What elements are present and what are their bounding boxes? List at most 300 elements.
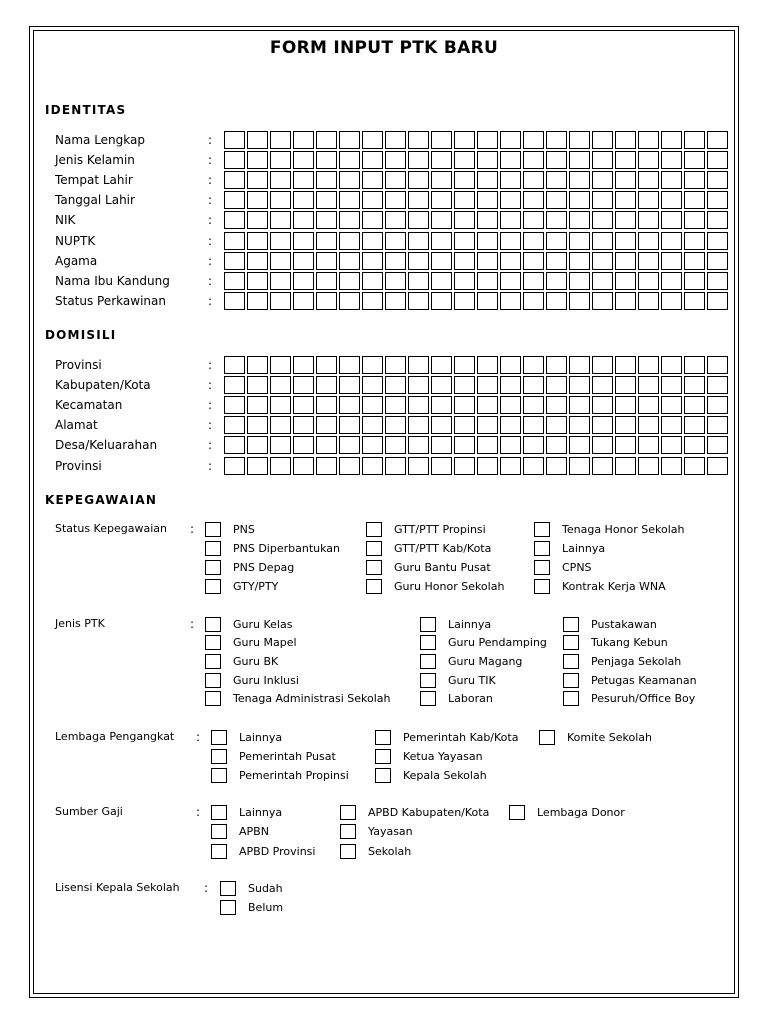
char-box[interactable] (477, 131, 498, 149)
char-box[interactable] (362, 252, 383, 270)
char-box[interactable] (270, 292, 291, 310)
char-box[interactable] (431, 457, 452, 475)
char-box[interactable] (224, 396, 245, 414)
char-box[interactable] (523, 171, 544, 189)
char-box[interactable] (454, 457, 475, 475)
char-box[interactable] (454, 272, 475, 290)
char-box[interactable] (454, 171, 475, 189)
char-box[interactable] (569, 436, 590, 454)
char-box[interactable] (224, 151, 245, 169)
char-box[interactable] (523, 376, 544, 394)
checkbox[interactable] (534, 522, 550, 537)
checkbox[interactable] (211, 824, 227, 839)
option-belum[interactable] (220, 898, 283, 916)
option-pemerintah-pusat[interactable] (211, 747, 336, 765)
checkbox[interactable] (366, 522, 382, 537)
char-box[interactable] (431, 171, 452, 189)
char-box[interactable] (569, 151, 590, 169)
char-box[interactable] (270, 457, 291, 475)
char-box[interactable] (316, 292, 337, 310)
char-box[interactable] (293, 252, 314, 270)
option-pemerintah-propinsi[interactable] (211, 766, 349, 784)
char-box[interactable] (523, 131, 544, 149)
checkbox[interactable] (211, 730, 227, 745)
checkbox[interactable] (205, 579, 221, 594)
char-box[interactable] (477, 356, 498, 374)
char-box[interactable] (523, 252, 544, 270)
char-box[interactable] (569, 416, 590, 434)
char-box[interactable] (500, 272, 521, 290)
char-box[interactable] (362, 457, 383, 475)
char-box[interactable] (385, 211, 406, 229)
char-box[interactable] (362, 292, 383, 310)
char-box[interactable] (247, 151, 268, 169)
option-petugas-keamanan[interactable] (563, 671, 697, 689)
char-box[interactable] (546, 292, 567, 310)
char-box[interactable] (477, 232, 498, 250)
char-box[interactable] (385, 232, 406, 250)
char-box[interactable] (431, 416, 452, 434)
char-box[interactable] (408, 191, 429, 209)
char-box[interactable] (661, 252, 682, 270)
char-box[interactable] (523, 436, 544, 454)
char-boxes-nik[interactable] (224, 211, 730, 229)
checkbox[interactable] (205, 522, 221, 537)
char-box[interactable] (615, 151, 636, 169)
checkbox[interactable] (205, 673, 221, 688)
char-box[interactable] (247, 171, 268, 189)
option-gty-pty[interactable] (205, 577, 278, 595)
char-box[interactable] (362, 272, 383, 290)
char-box[interactable] (385, 292, 406, 310)
char-box[interactable] (569, 376, 590, 394)
char-box[interactable] (339, 232, 360, 250)
char-box[interactable] (546, 191, 567, 209)
char-box[interactable] (500, 151, 521, 169)
char-box[interactable] (707, 416, 728, 434)
option-apbd-provinsi[interactable] (211, 842, 315, 860)
checkbox[interactable] (420, 635, 436, 650)
char-box[interactable] (362, 376, 383, 394)
char-box[interactable] (247, 131, 268, 149)
checkbox[interactable] (420, 617, 436, 632)
char-box[interactable] (638, 252, 659, 270)
checkbox[interactable] (420, 654, 436, 669)
char-box[interactable] (224, 292, 245, 310)
char-box[interactable] (293, 396, 314, 414)
char-box[interactable] (615, 292, 636, 310)
char-box[interactable] (293, 232, 314, 250)
char-box[interactable] (638, 151, 659, 169)
char-box[interactable] (523, 396, 544, 414)
char-box[interactable] (500, 396, 521, 414)
char-box[interactable] (684, 211, 705, 229)
checkbox[interactable] (366, 579, 382, 594)
char-box[interactable] (546, 376, 567, 394)
char-box[interactable] (592, 376, 613, 394)
char-box[interactable] (592, 191, 613, 209)
char-box[interactable] (707, 232, 728, 250)
char-box[interactable] (454, 211, 475, 229)
char-box[interactable] (592, 131, 613, 149)
checkbox[interactable] (366, 560, 382, 575)
char-box[interactable] (385, 252, 406, 270)
char-box[interactable] (569, 171, 590, 189)
char-box[interactable] (684, 151, 705, 169)
char-boxes-kecamatan[interactable] (224, 396, 730, 414)
char-box[interactable] (523, 416, 544, 434)
char-box[interactable] (477, 211, 498, 229)
char-box[interactable] (477, 252, 498, 270)
char-box[interactable] (477, 376, 498, 394)
char-box[interactable] (270, 232, 291, 250)
char-box[interactable] (569, 396, 590, 414)
char-box[interactable] (661, 356, 682, 374)
char-box[interactable] (638, 416, 659, 434)
char-box[interactable] (431, 252, 452, 270)
char-box[interactable] (477, 416, 498, 434)
char-box[interactable] (546, 272, 567, 290)
char-box[interactable] (224, 191, 245, 209)
char-box[interactable] (454, 151, 475, 169)
char-box[interactable] (500, 171, 521, 189)
char-box[interactable] (615, 436, 636, 454)
char-boxes-status-perkawinan[interactable] (224, 292, 730, 310)
checkbox[interactable] (211, 805, 227, 820)
char-box[interactable] (431, 436, 452, 454)
char-box[interactable] (385, 436, 406, 454)
checkbox[interactable] (534, 560, 550, 575)
char-box[interactable] (454, 252, 475, 270)
char-box[interactable] (385, 396, 406, 414)
option-sudah[interactable] (220, 879, 283, 897)
checkbox[interactable] (340, 805, 356, 820)
option-guru-bk[interactable] (205, 652, 278, 670)
char-box[interactable] (546, 252, 567, 270)
char-box[interactable] (707, 436, 728, 454)
char-box[interactable] (500, 191, 521, 209)
char-box[interactable] (270, 356, 291, 374)
char-box[interactable] (592, 436, 613, 454)
char-box[interactable] (661, 131, 682, 149)
char-box[interactable] (661, 151, 682, 169)
option-penjaga-sekolah[interactable] (563, 652, 681, 670)
checkbox[interactable] (534, 579, 550, 594)
char-box[interactable] (339, 292, 360, 310)
option-lainnya[interactable] (420, 615, 491, 633)
char-box[interactable] (408, 211, 429, 229)
char-box[interactable] (569, 457, 590, 475)
char-box[interactable] (408, 171, 429, 189)
char-box[interactable] (293, 292, 314, 310)
char-box[interactable] (684, 292, 705, 310)
char-box[interactable] (707, 356, 728, 374)
char-box[interactable] (569, 272, 590, 290)
char-box[interactable] (546, 131, 567, 149)
char-box[interactable] (523, 211, 544, 229)
char-box[interactable] (477, 292, 498, 310)
char-boxes-nama-lengkap[interactable] (224, 131, 730, 149)
char-box[interactable] (661, 211, 682, 229)
char-box[interactable] (477, 457, 498, 475)
char-box[interactable] (707, 376, 728, 394)
char-box[interactable] (615, 232, 636, 250)
char-box[interactable] (316, 376, 337, 394)
char-box[interactable] (638, 171, 659, 189)
char-box[interactable] (592, 252, 613, 270)
char-box[interactable] (408, 396, 429, 414)
char-box[interactable] (362, 436, 383, 454)
char-box[interactable] (247, 376, 268, 394)
char-box[interactable] (270, 131, 291, 149)
char-box[interactable] (293, 131, 314, 149)
char-box[interactable] (454, 292, 475, 310)
char-box[interactable] (316, 252, 337, 270)
char-box[interactable] (247, 396, 268, 414)
char-box[interactable] (546, 416, 567, 434)
char-box[interactable] (523, 232, 544, 250)
checkbox[interactable] (211, 768, 227, 783)
char-box[interactable] (385, 376, 406, 394)
checkbox[interactable] (375, 749, 391, 764)
option-pns-diperbantukan[interactable] (205, 539, 340, 557)
char-box[interactable] (385, 356, 406, 374)
char-box[interactable] (592, 232, 613, 250)
checkbox[interactable] (366, 541, 382, 556)
char-box[interactable] (523, 272, 544, 290)
char-box[interactable] (431, 151, 452, 169)
char-box[interactable] (293, 211, 314, 229)
char-box[interactable] (477, 171, 498, 189)
char-box[interactable] (638, 376, 659, 394)
char-box[interactable] (500, 232, 521, 250)
char-box[interactable] (247, 272, 268, 290)
char-box[interactable] (615, 396, 636, 414)
char-box[interactable] (431, 272, 452, 290)
char-box[interactable] (661, 416, 682, 434)
char-box[interactable] (408, 376, 429, 394)
char-box[interactable] (615, 252, 636, 270)
option-ketua-yayasan[interactable] (375, 747, 483, 765)
option-guru-inklusi[interactable] (205, 671, 299, 689)
char-box[interactable] (247, 436, 268, 454)
char-box[interactable] (454, 232, 475, 250)
char-box[interactable] (638, 396, 659, 414)
char-box[interactable] (339, 416, 360, 434)
char-box[interactable] (270, 272, 291, 290)
char-boxes-kabupaten-kota[interactable] (224, 376, 730, 394)
char-box[interactable] (224, 232, 245, 250)
char-box[interactable] (408, 232, 429, 250)
char-box[interactable] (408, 252, 429, 270)
char-box[interactable] (316, 191, 337, 209)
option-pemerintah-kab-kota[interactable] (375, 728, 518, 746)
char-box[interactable] (224, 356, 245, 374)
char-box[interactable] (707, 191, 728, 209)
char-box[interactable] (638, 232, 659, 250)
char-box[interactable] (431, 292, 452, 310)
char-box[interactable] (592, 457, 613, 475)
char-box[interactable] (293, 457, 314, 475)
char-box[interactable] (247, 211, 268, 229)
char-box[interactable] (316, 232, 337, 250)
char-box[interactable] (408, 131, 429, 149)
char-box[interactable] (224, 252, 245, 270)
char-box[interactable] (707, 292, 728, 310)
char-box[interactable] (270, 171, 291, 189)
char-box[interactable] (385, 457, 406, 475)
char-box[interactable] (684, 191, 705, 209)
char-box[interactable] (661, 191, 682, 209)
char-box[interactable] (293, 171, 314, 189)
char-box[interactable] (615, 376, 636, 394)
char-box[interactable] (224, 211, 245, 229)
char-box[interactable] (477, 396, 498, 414)
checkbox[interactable] (375, 730, 391, 745)
char-box[interactable] (707, 272, 728, 290)
char-box[interactable] (592, 396, 613, 414)
char-box[interactable] (569, 191, 590, 209)
char-box[interactable] (247, 356, 268, 374)
char-box[interactable] (684, 131, 705, 149)
char-boxes-provinsi[interactable] (224, 356, 730, 374)
char-box[interactable] (316, 356, 337, 374)
char-box[interactable] (592, 272, 613, 290)
char-box[interactable] (546, 211, 567, 229)
option-cpns[interactable] (534, 558, 592, 576)
char-box[interactable] (454, 191, 475, 209)
char-box[interactable] (385, 272, 406, 290)
char-box[interactable] (454, 376, 475, 394)
char-box[interactable] (707, 131, 728, 149)
char-box[interactable] (247, 252, 268, 270)
option-pesuruh-office-boy[interactable] (563, 690, 695, 708)
option-guru-honor-sekolah[interactable] (366, 577, 504, 595)
char-box[interactable] (339, 396, 360, 414)
checkbox[interactable] (563, 691, 579, 706)
char-box[interactable] (500, 252, 521, 270)
char-box[interactable] (707, 457, 728, 475)
checkbox[interactable] (563, 617, 579, 632)
char-box[interactable] (224, 272, 245, 290)
checkbox[interactable] (340, 844, 356, 859)
option-yayasan[interactable] (340, 823, 413, 841)
char-box[interactable] (316, 171, 337, 189)
char-box[interactable] (339, 376, 360, 394)
char-box[interactable] (638, 356, 659, 374)
char-box[interactable] (661, 457, 682, 475)
char-box[interactable] (707, 396, 728, 414)
char-box[interactable] (247, 457, 268, 475)
char-box[interactable] (270, 416, 291, 434)
char-box[interactable] (500, 416, 521, 434)
char-box[interactable] (270, 396, 291, 414)
char-box[interactable] (592, 292, 613, 310)
char-box[interactable] (270, 211, 291, 229)
char-box[interactable] (408, 436, 429, 454)
char-boxes-nuptk[interactable] (224, 232, 730, 250)
char-box[interactable] (615, 191, 636, 209)
char-box[interactable] (661, 232, 682, 250)
char-box[interactable] (431, 131, 452, 149)
char-box[interactable] (661, 292, 682, 310)
char-box[interactable] (638, 211, 659, 229)
char-box[interactable] (385, 131, 406, 149)
option-lainnya[interactable] (211, 803, 282, 821)
char-box[interactable] (707, 171, 728, 189)
option-kepala-sekolah[interactable] (375, 766, 487, 784)
char-box[interactable] (615, 171, 636, 189)
option-gtt-ptt-propinsi[interactable] (366, 520, 486, 538)
char-boxes-nama-ibu-kandung[interactable] (224, 272, 730, 290)
char-box[interactable] (316, 416, 337, 434)
checkbox[interactable] (220, 900, 236, 915)
char-box[interactable] (546, 232, 567, 250)
char-box[interactable] (339, 191, 360, 209)
char-box[interactable] (293, 416, 314, 434)
char-box[interactable] (408, 416, 429, 434)
char-box[interactable] (661, 171, 682, 189)
char-box[interactable] (500, 376, 521, 394)
char-box[interactable] (247, 232, 268, 250)
char-box[interactable] (477, 436, 498, 454)
char-box[interactable] (293, 436, 314, 454)
char-box[interactable] (431, 232, 452, 250)
char-box[interactable] (339, 211, 360, 229)
checkbox[interactable] (563, 635, 579, 650)
char-box[interactable] (316, 272, 337, 290)
char-box[interactable] (661, 396, 682, 414)
char-box[interactable] (615, 272, 636, 290)
char-box[interactable] (684, 416, 705, 434)
char-box[interactable] (431, 396, 452, 414)
char-box[interactable] (638, 436, 659, 454)
char-box[interactable] (270, 376, 291, 394)
char-boxes-provinsi[interactable] (224, 457, 730, 475)
option-apbn[interactable] (211, 823, 269, 841)
char-box[interactable] (339, 131, 360, 149)
char-box[interactable] (293, 272, 314, 290)
option-tenaga-administrasi-sekolah[interactable] (205, 690, 390, 708)
char-box[interactable] (362, 131, 383, 149)
char-box[interactable] (684, 272, 705, 290)
char-box[interactable] (684, 376, 705, 394)
char-box[interactable] (638, 191, 659, 209)
char-box[interactable] (270, 191, 291, 209)
char-box[interactable] (477, 191, 498, 209)
checkbox[interactable] (205, 691, 221, 706)
char-box[interactable] (684, 171, 705, 189)
char-box[interactable] (684, 396, 705, 414)
checkbox[interactable] (205, 541, 221, 556)
checkbox[interactable] (420, 673, 436, 688)
char-box[interactable] (615, 356, 636, 374)
char-box[interactable] (247, 292, 268, 310)
char-box[interactable] (385, 151, 406, 169)
char-box[interactable] (316, 436, 337, 454)
char-box[interactable] (523, 191, 544, 209)
char-box[interactable] (339, 171, 360, 189)
option-lainnya[interactable] (534, 539, 605, 557)
checkbox[interactable] (211, 749, 227, 764)
char-box[interactable] (546, 171, 567, 189)
char-box[interactable] (615, 211, 636, 229)
char-box[interactable] (270, 436, 291, 454)
char-box[interactable] (592, 171, 613, 189)
char-box[interactable] (569, 292, 590, 310)
char-box[interactable] (661, 272, 682, 290)
char-box[interactable] (316, 151, 337, 169)
